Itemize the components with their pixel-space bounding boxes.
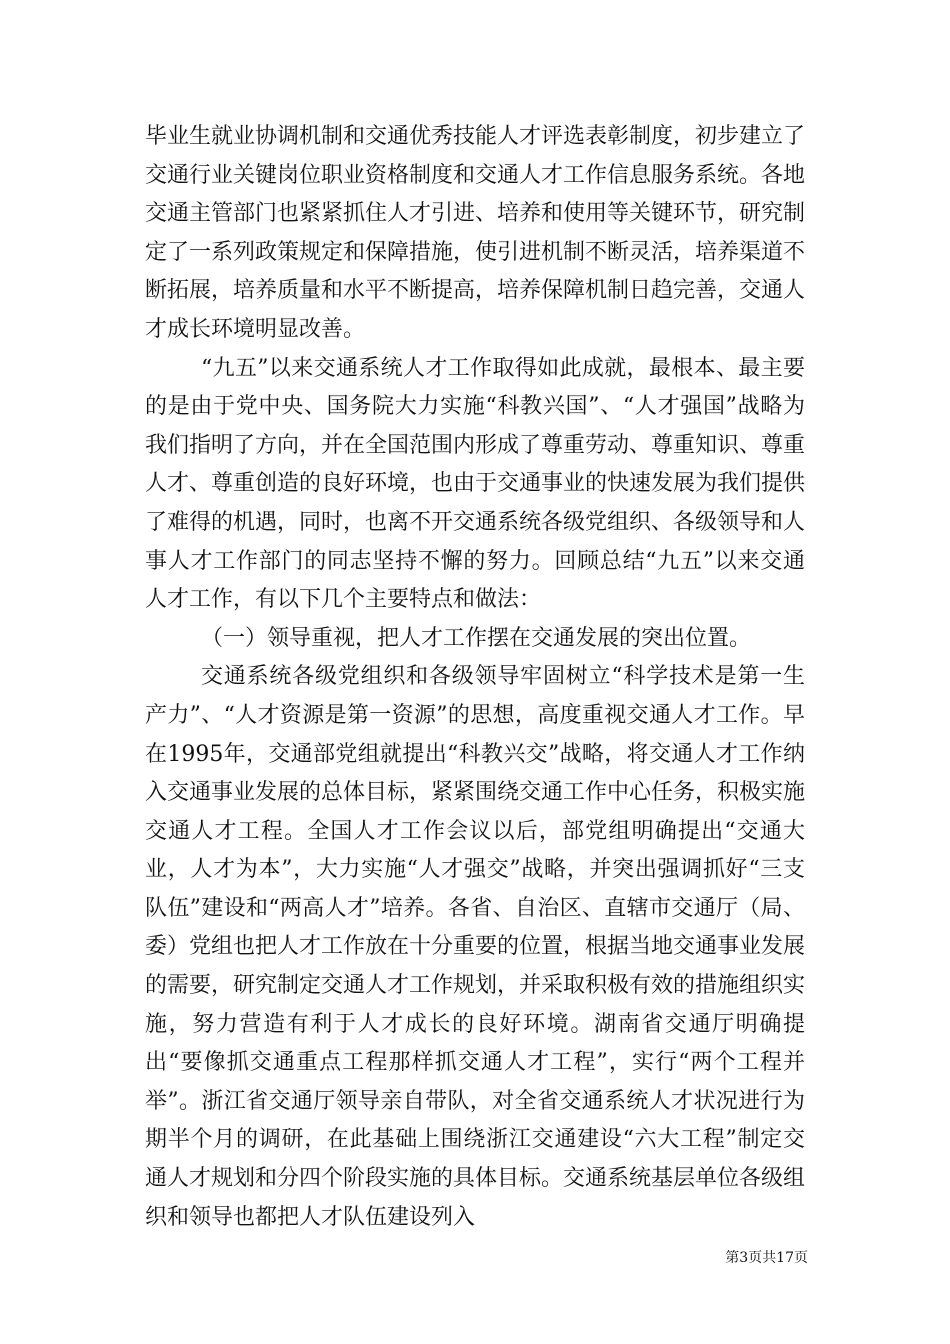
paragraph-continued: 毕业生就业协调机制和交通优秀技能人才评选表彰制度，初步建立了交通行业关键岗位职业资格制度和交通人才工作信息服务系统。各地交通主管部门也紧紧抓住人才引进、培养和使用等关键环节，研究制定了一系列政策规定和保障措施，使引进机制不断灵活，培养渠道不断拓展，培养质量和水平不断提高，培养保障机制日趋完善，交通人才成长环境明显改善。: [145, 124, 806, 342]
document-body: [145, 118, 805, 1237]
paragraph-summary: “九五”以来交通系统人才工作取得如此成就，最根本、最主要的是由于党中央、国务院大力实施“科教兴国”、“人才强国”战略为我们指明了方向，并在全国范围内形成了尊重劳动、尊重知识、尊重人才、尊重创造的良好环境，也由于交通事业的快速发展为我们提供了难得的机遇，同时，也离不开交通系统各级党组织、各级领导和人事人才工作部门的同志坚持不懈的努力。回顾总结“九五”以来交通人才工作，有以下几个主要特点和做法：: [145, 355, 806, 613]
section-heading: （一）领导重视，把人才工作摆在交通发展的突出位置。: [201, 625, 752, 651]
page-number: 第3页共17页: [725, 1250, 808, 1266]
paragraph-leadership: 交通系统各级党组织和各级领导牢固树立“科学技术是第一生产力”、“人才资源是第一资源”的思想，高度重视交通人才工作。早在1995年，交通部党组就提出“科教兴交”战略，将交通人才工作纳入交通事业发展的总体目标，紧紧围绕交通工作中心任务，积极实施交通人才工程。全国人才工作会议以后，部党组明确提出“交通大业，人才为本”，大力实施“人才强交”战略，并突出强调抓好“三支队伍”建设和“两高人才”培养。各省、自治区、直辖市交通厅（局、委）党组也把人才工作放在十分重要的位置，根据当地交通事业发展的需要，研究制定交通人才工作规划，并采取积极有效的措施组织实施，努力营造有利于人才成长的良好环境。湖南省交通厅明确提出“要像抓交通重点工程那样抓交通人才工程”，实行“两个工程并举”。浙江省交通厅领导亲自带队，对全省交通系统人才状况进行为期半个月的调研，在此基础上围绕浙江交通建设“六大工程”制定交通人才规划和分四个阶段实施的具体目标。交通系统基层单位各级组织和领导也都把人才队伍建设列入: [145, 664, 806, 1230]
